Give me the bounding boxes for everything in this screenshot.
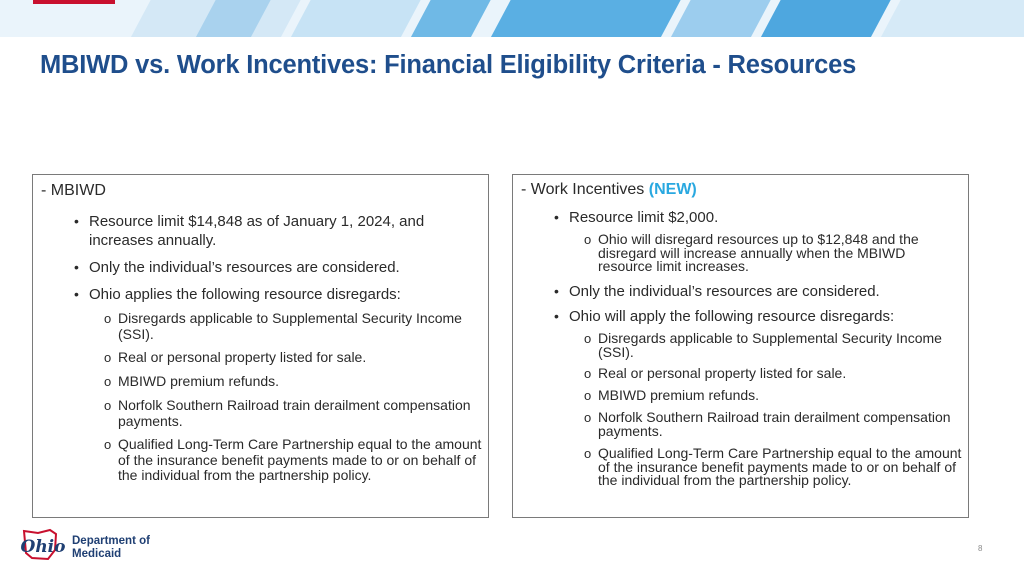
ohio-medicaid-logo xyxy=(18,528,158,564)
wi-bullet-3: • Ohio will apply the following resource disregards: xyxy=(554,308,895,325)
bullet-circle-icon: o xyxy=(584,232,592,247)
bullet-dot-icon: • xyxy=(74,286,79,302)
wi-sub-1: o Disregards applicable to Supplemental Security Income (SSI). xyxy=(584,330,942,360)
mbiwd-box xyxy=(32,174,489,518)
bullet-circle-icon: o xyxy=(104,437,112,452)
bullet-circle-icon: o xyxy=(584,446,592,461)
red-accent-bar xyxy=(33,0,115,4)
mbiwd-sub-5: o Qualified Long-Term Care Partnership equal to the amount of the insurance benefit payments made to or on behalf of the individual from the partnership policy. xyxy=(104,436,482,483)
wi-sub-3: o MBIWD premium refunds. xyxy=(584,387,760,403)
page-number: 8 xyxy=(978,544,983,553)
bullet-circle-icon: o xyxy=(104,311,112,326)
new-badge: (NEW) xyxy=(648,181,697,198)
mbiwd-sub-2: o Real or personal property listed for sale. xyxy=(104,349,367,365)
bullet-circle-icon: o xyxy=(104,350,112,365)
bullet-dot-icon: • xyxy=(554,209,559,225)
page-title: MBIWD vs. Work Incentives: Financial Eligibility Criteria - Resources xyxy=(40,51,857,79)
wi-sub-4: o Norfolk Southern Railroad train derailment compensation payments. xyxy=(584,409,951,439)
wi-bullet-2: • Only the individual’s resources are considered. xyxy=(554,283,880,300)
work-incentives-heading: - Work Incentives (NEW) xyxy=(521,181,697,198)
bullet-dot-icon: • xyxy=(74,259,79,275)
header-banner xyxy=(0,0,1024,37)
mbiwd-bullet-3: • Ohio applies the following resource disregards: xyxy=(74,286,401,303)
mbiwd-bullet-1: • Resource limit $14,848 as of January 1, 2024, and increases annually. xyxy=(74,213,425,249)
bullet-circle-icon: o xyxy=(104,374,112,389)
bullet-dot-icon: • xyxy=(74,213,79,229)
department-name: Department of Medicaid xyxy=(72,535,150,560)
bullet-circle-icon: o xyxy=(584,366,592,381)
mbiwd-bullet-2: • Only the individual’s resources are considered. xyxy=(74,259,400,276)
mbiwd-sub-4: o Norfolk Southern Railroad train derailment compensation payments. xyxy=(104,397,471,429)
bullet-dot-icon: • xyxy=(554,283,559,299)
bullet-dot-icon: • xyxy=(554,308,559,324)
mbiwd-sub-3: o MBIWD premium refunds. xyxy=(104,373,280,389)
work-incentives-box xyxy=(512,174,969,518)
bullet-circle-icon: o xyxy=(584,388,592,403)
mbiwd-heading: - MBIWD xyxy=(41,182,106,199)
wi-sub-2: o Real or personal property listed for sale. xyxy=(584,365,847,381)
wi-sub-5: o Qualified Long-Term Care Partnership equal to the amount of the insurance benefit payments made to or on behalf of the individual from the partnership policy. xyxy=(584,445,962,488)
wi-note: o Ohio will disregard resources up to $12,848 and the disregard will increase annually when the MBIWD resource limit increases. xyxy=(584,231,919,274)
bullet-circle-icon: o xyxy=(584,410,592,425)
ohio-map-icon xyxy=(18,528,68,562)
mbiwd-sub-1: o Disregards applicable to Supplemental Security Income (SSI). xyxy=(104,310,462,342)
bullet-circle-icon: o xyxy=(104,398,112,413)
wi-bullet-1: • Resource limit $2,000. xyxy=(554,209,719,226)
svg-text:Ohio: Ohio xyxy=(20,537,66,557)
bullet-circle-icon: o xyxy=(584,331,592,346)
